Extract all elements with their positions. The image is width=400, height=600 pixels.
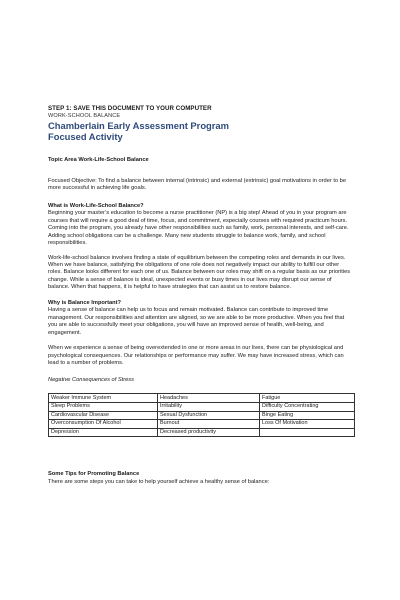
table-row (49, 411, 355, 420)
topic-area: Topic Area Work-Life-School Balance (48, 157, 149, 163)
table-row (49, 428, 355, 437)
paragraph-tips-intro: There are some steps you can take to help yourself achieve a healthy sense of balance: (48, 478, 270, 485)
table-row (49, 403, 355, 412)
section-heading-importance: Why is Balance Important? (48, 299, 122, 306)
focused-objective: Focused Objective: To find a balance between internal (intrinsic) and external (extrinsic) goal motivations in order to be more successful in achieving life goals. (48, 178, 347, 192)
table-cell: Loss Of Motivation (260, 420, 355, 429)
step-instruction: STEP 1: SAVE THIS DOCUMENT TO YOUR COMPUTER (48, 105, 212, 112)
table-cell: Overconsumption Of Alcohol (49, 420, 158, 429)
table-row (49, 394, 355, 403)
paragraph-equilibrium: Work-life-school balance involves finding a state of equilibrium between the competing roles and demands in our lives. When we have balance, satisfying the obligations of one role does not negatively impact our ability to fulfill our other roles. Balance looks different for each one of us. Balance between our roles may shift on a regular basis as our priorities change. While a sense of balance is ideal, unexpected events or busy times in our lives may disrupt our sense of balance. When that happens, it is helpful to have strategies that can assist us to restore balance. (48, 254, 351, 291)
table-cell: Decreased productivity (158, 428, 260, 437)
table-cell: Burnout (158, 420, 260, 429)
title-line-1: Chamberlain Early Assessment Program (48, 120, 229, 131)
table-cell: Sleep Problems (49, 403, 158, 412)
stress-consequences-table (48, 393, 355, 437)
table-cell: Binge Eating (260, 411, 355, 420)
document-title (48, 120, 354, 142)
table-cell: Fatigue (260, 394, 355, 403)
section-heading-balance: What is Work-Life-School Balance? (48, 202, 144, 209)
table-cell: Weaker Immune System (49, 394, 158, 403)
title-line-2: Focused Activity (48, 131, 123, 142)
table-cell: Headaches (158, 394, 260, 403)
paragraph-overextended: When we experience a sense of being overextended in one or more areas in our lives, there can be physiological and psychological consequences. Our relationships or performance may suffer. We may have increased stress, which can lead to a number of problems. (48, 345, 344, 366)
table-row (49, 420, 355, 429)
section-heading-tips: Some Tips for Promoting Balance (48, 471, 140, 478)
table-cell: Cardiovascular Disease (49, 411, 158, 420)
table-cell: Sexual Dysfunction (158, 411, 260, 420)
table-cell: Irritability (158, 403, 260, 412)
document-subtitle: WORK-SCHOOL BALANCE (48, 112, 121, 119)
paragraph-intro: Beginning your master’s education to become a nurse practitioner (NP) is a big step! Ahead of you in your program are courses that will require a good deal of time, focus, and commitment, especially courses with required practicum hours. Coming into the program, you already have other responsibilities such as family, work, personal interests, and self-care. Adding school obligations can be a challenge. Many new students struggle to balance work, family, and school responsibilities. (48, 210, 349, 247)
paragraph-importance: Having a sense of balance can help us to focus and remain motivated. Balance can contribute to improved time management. Our responsibilities and attention are aligned, so we are able to be more productive. When you feel that you are able to successfully meet your obligations, you will have an improved sense of health, well-being, and engagement. (48, 307, 345, 336)
table-cell: Depression (49, 428, 158, 437)
table-cell: Difficulty Concentrating (260, 403, 355, 412)
table-caption: Negative Consequences of Stress (48, 377, 134, 384)
table-cell (260, 428, 355, 437)
